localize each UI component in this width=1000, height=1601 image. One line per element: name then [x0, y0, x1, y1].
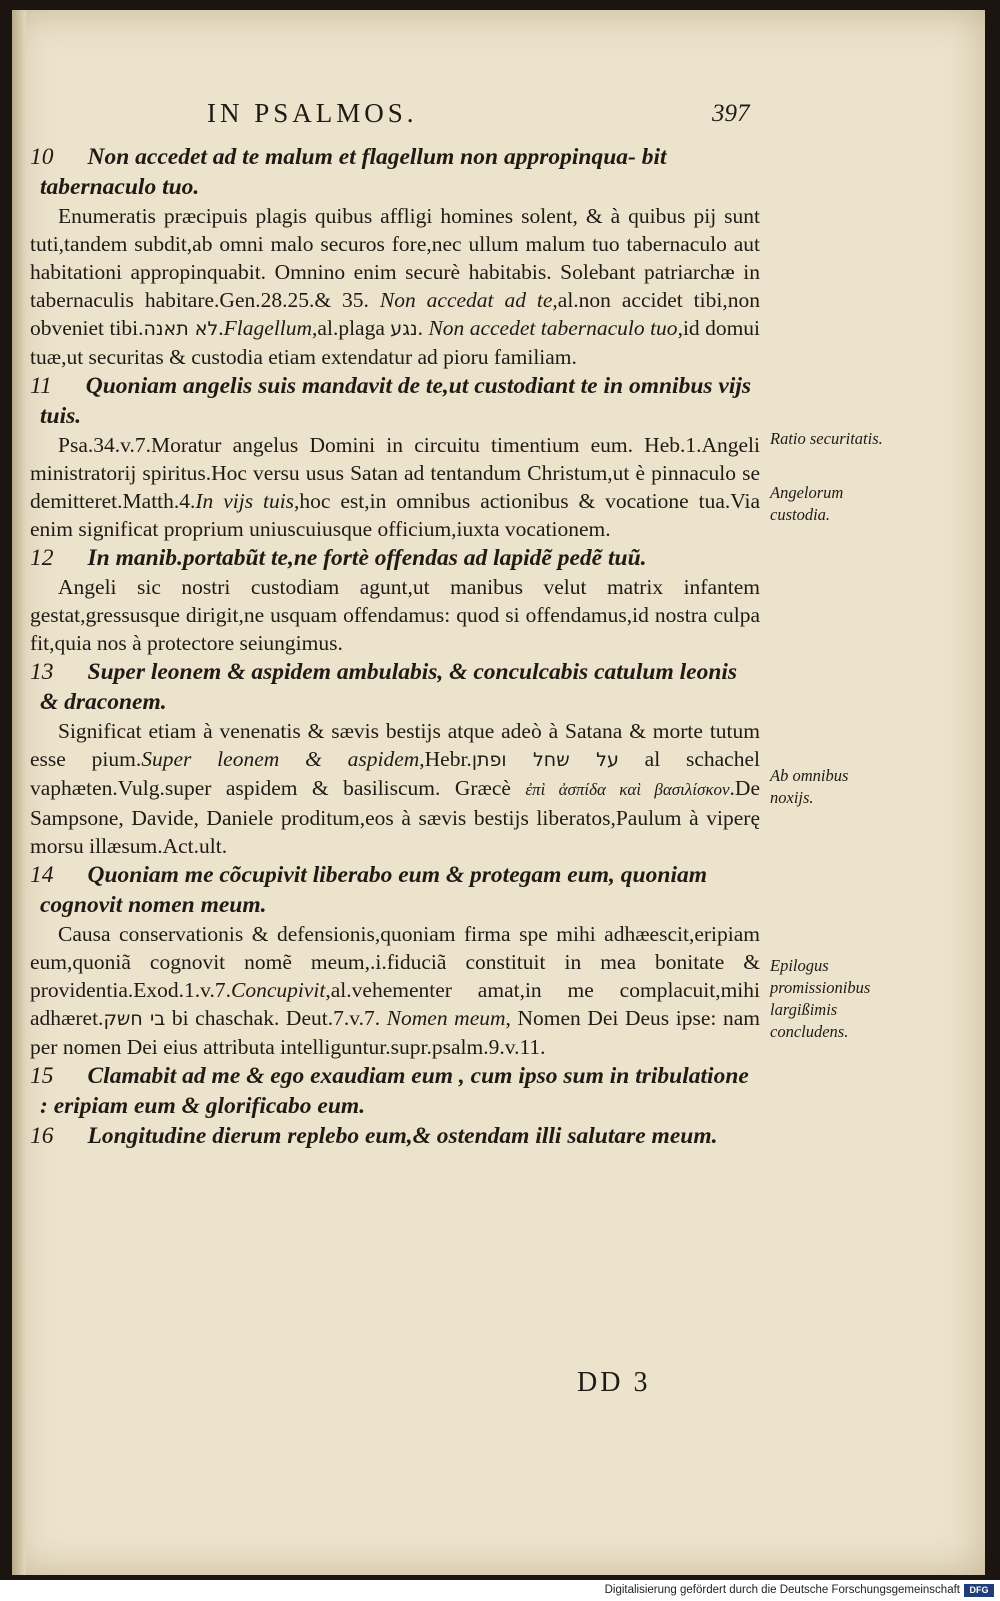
verse-line: [30, 657, 760, 717]
commentary-text: .: [417, 316, 429, 340]
lemma-text: Non accedet tabernaculo tuo: [428, 316, 678, 340]
verse-line: [30, 371, 760, 431]
verse-number: 10: [30, 144, 54, 170]
commentary-text: ,hoc est,in omnibus actionibus & vocatione tua.Via enim significat proprium uniuscuiusque officium,iuxta vocationem.: [30, 489, 760, 541]
verse-text: Clamabit ad me & ego exaudiam eum , cum ipso sum in tribulatione : eripiam eum & glorificabo eum.: [40, 1063, 749, 1119]
verse-line: [30, 1061, 760, 1121]
commentary-text: , Nomen Dei Deus ipse: nam per nomen Dei eius attributa intelliguntur.supr.psalm.9.v.11.: [30, 1006, 760, 1059]
margin-note-epilogus: Epilogus promissionibus largißimis concludens.: [770, 956, 871, 1041]
funding-credit: Digitalisierung gefördert durch die Deutsche Forschungsgemeinschaft: [604, 1584, 960, 1596]
verse-line: [30, 142, 760, 202]
hebrew-text: לא תאנה: [143, 318, 219, 340]
commentary-text: Significat etiam à venenatis & sævis bestijs atque adeò à Satana & morte tutum esse pium.: [30, 719, 760, 771]
commentary-text: .: [218, 316, 224, 340]
signature-mark: DD 3: [577, 1367, 651, 1398]
commentary-paragraph: [30, 431, 760, 543]
verse-number: 13: [30, 659, 54, 685]
commentary-paragraph: [30, 717, 760, 860]
verse-text: Super leonem & aspidem ambulabis, & conculcabis catulum leonis & draconem.: [40, 659, 738, 715]
lemma-text: Concupivit: [231, 978, 326, 1002]
verse-line: [30, 1121, 760, 1151]
commentary-text: ,Hebr.: [419, 747, 472, 771]
verse-text: Quoniam angelis suis mandavit de te,ut custodiant te in omnibus vijs tuis.: [40, 373, 752, 429]
commentary-paragraph: [30, 573, 760, 657]
commentary-text: al schachel vaphæten.Vulg.super aspidem & basiliscum. Græcè: [30, 747, 760, 800]
lemma-text: Super leonem & aspidem: [141, 747, 420, 771]
digitization-footer: [0, 1580, 1000, 1601]
greek-text: ἐπὶ ἀσπίδα καὶ βασιλίσκον: [525, 780, 730, 799]
verse-text: Longitudine dierum replebo eum,& ostendam illi salutare meum.: [87, 1123, 718, 1149]
margin-note-securitas: Ratio securitatis.: [770, 429, 883, 448]
verse-number: 14: [30, 862, 54, 888]
page-gutter-edge: [12, 10, 26, 1575]
book-page: [12, 10, 985, 1575]
commentary-text: Psa.34.v.7.Moratur angelus Domini in circuitu timentium eum. Heb.1.Angeli ministratorij spiritus.Hoc versu usus Satan ad tentandum Christum,ut è pinnaculo se demitteret.Matth.4.: [30, 433, 760, 513]
verse-number: 12: [30, 545, 54, 571]
lemma-text: Flagellum: [223, 316, 313, 340]
lemma-text: In vijs tuis: [195, 489, 295, 513]
verse-text: Quoniam me cõcupivit liberabo eum & protegam eum, quoniam cognovit nomen meum.: [40, 862, 708, 918]
commentary-paragraph: [30, 920, 760, 1061]
hebrew-text: בי חשק: [103, 1008, 166, 1030]
lemma-text: Nomen meum: [386, 1006, 506, 1030]
commentary-text: Enumeratis præcipuis plagis quibus affligi homines solent, & à quibus pij sunt tuti,tandem subdit,ab omni malo securos fore,nec ullum malum tuo tabernaculo aut habitationi appropinquabit. Omnino enim securè habitabis. Solebant patriarchæ in tabernaculis habitare.Gen.28.25.& 35.: [30, 204, 760, 312]
hebrew-text: על שחל ופתן: [471, 749, 619, 771]
commentary-text: .De Sampsone, Davide, Daniele proditum,eos à sævis bestijs liberatos,Paulum à viperę morsu illæsum.Act.ult.: [30, 776, 760, 858]
verse-number: 11: [30, 373, 52, 399]
commentary-text: ,id domui tuæ,ut securitas & custodia etiam extendatur ad pioru familiam.: [30, 316, 761, 369]
running-head-title: IN PSALMOS.: [207, 98, 418, 128]
commentary-text: Causa conservationis & defensionis,quoniam firma spe mihi adhæescit,eripiam eum,quoniã cognovit nomẽ meum,.i.fiduciã constituit in mea bonitate & providentia.Exod.1.v.7.: [30, 922, 760, 1002]
main-text-column: [30, 142, 760, 1151]
commentary-text: ,al.non accidet tibi,non obveniet tibi.: [30, 288, 760, 340]
dfg-logo: DFG: [964, 1584, 994, 1597]
lemma-text: Non accedat ad te: [379, 288, 553, 312]
commentary-text: bi chaschak. Deut.7.v.7.: [165, 1006, 387, 1030]
hebrew-text: נגע: [390, 318, 418, 340]
commentary-text: ,al.vehementer amat,in me complacuit,mihi adhæret.: [30, 978, 760, 1030]
folio-number: 397: [712, 100, 750, 127]
verse-number: 15: [30, 1063, 54, 1089]
margin-note-noxijs: Ab omnibus noxijs.: [770, 766, 849, 807]
commentary-text: Angeli sic nostri custodiam agunt,ut manibus velut matrix infantem gestat,gressusque dirigit,ne usquam offendamus: quod si offendamus,id nostra culpa fit,quia nos à protectore seiungimus.: [30, 575, 760, 655]
commentary-paragraph: [30, 202, 760, 371]
commentary-text: ,al.plaga: [312, 316, 391, 340]
verse-text: In manib.portabũt te,ne fortè offendas ad lapidẽ pedẽ tuũ.: [87, 545, 647, 571]
verse-text: Non accedet ad te malum et flagellum non appropinqua- bit tabernaculo tuo.: [40, 144, 667, 200]
verse-number: 16: [30, 1123, 54, 1149]
margin-note-angeli: Angelorum custodia.: [770, 483, 844, 524]
verse-line: [30, 543, 760, 573]
verse-line: [30, 860, 760, 920]
running-head: [12, 98, 985, 138]
